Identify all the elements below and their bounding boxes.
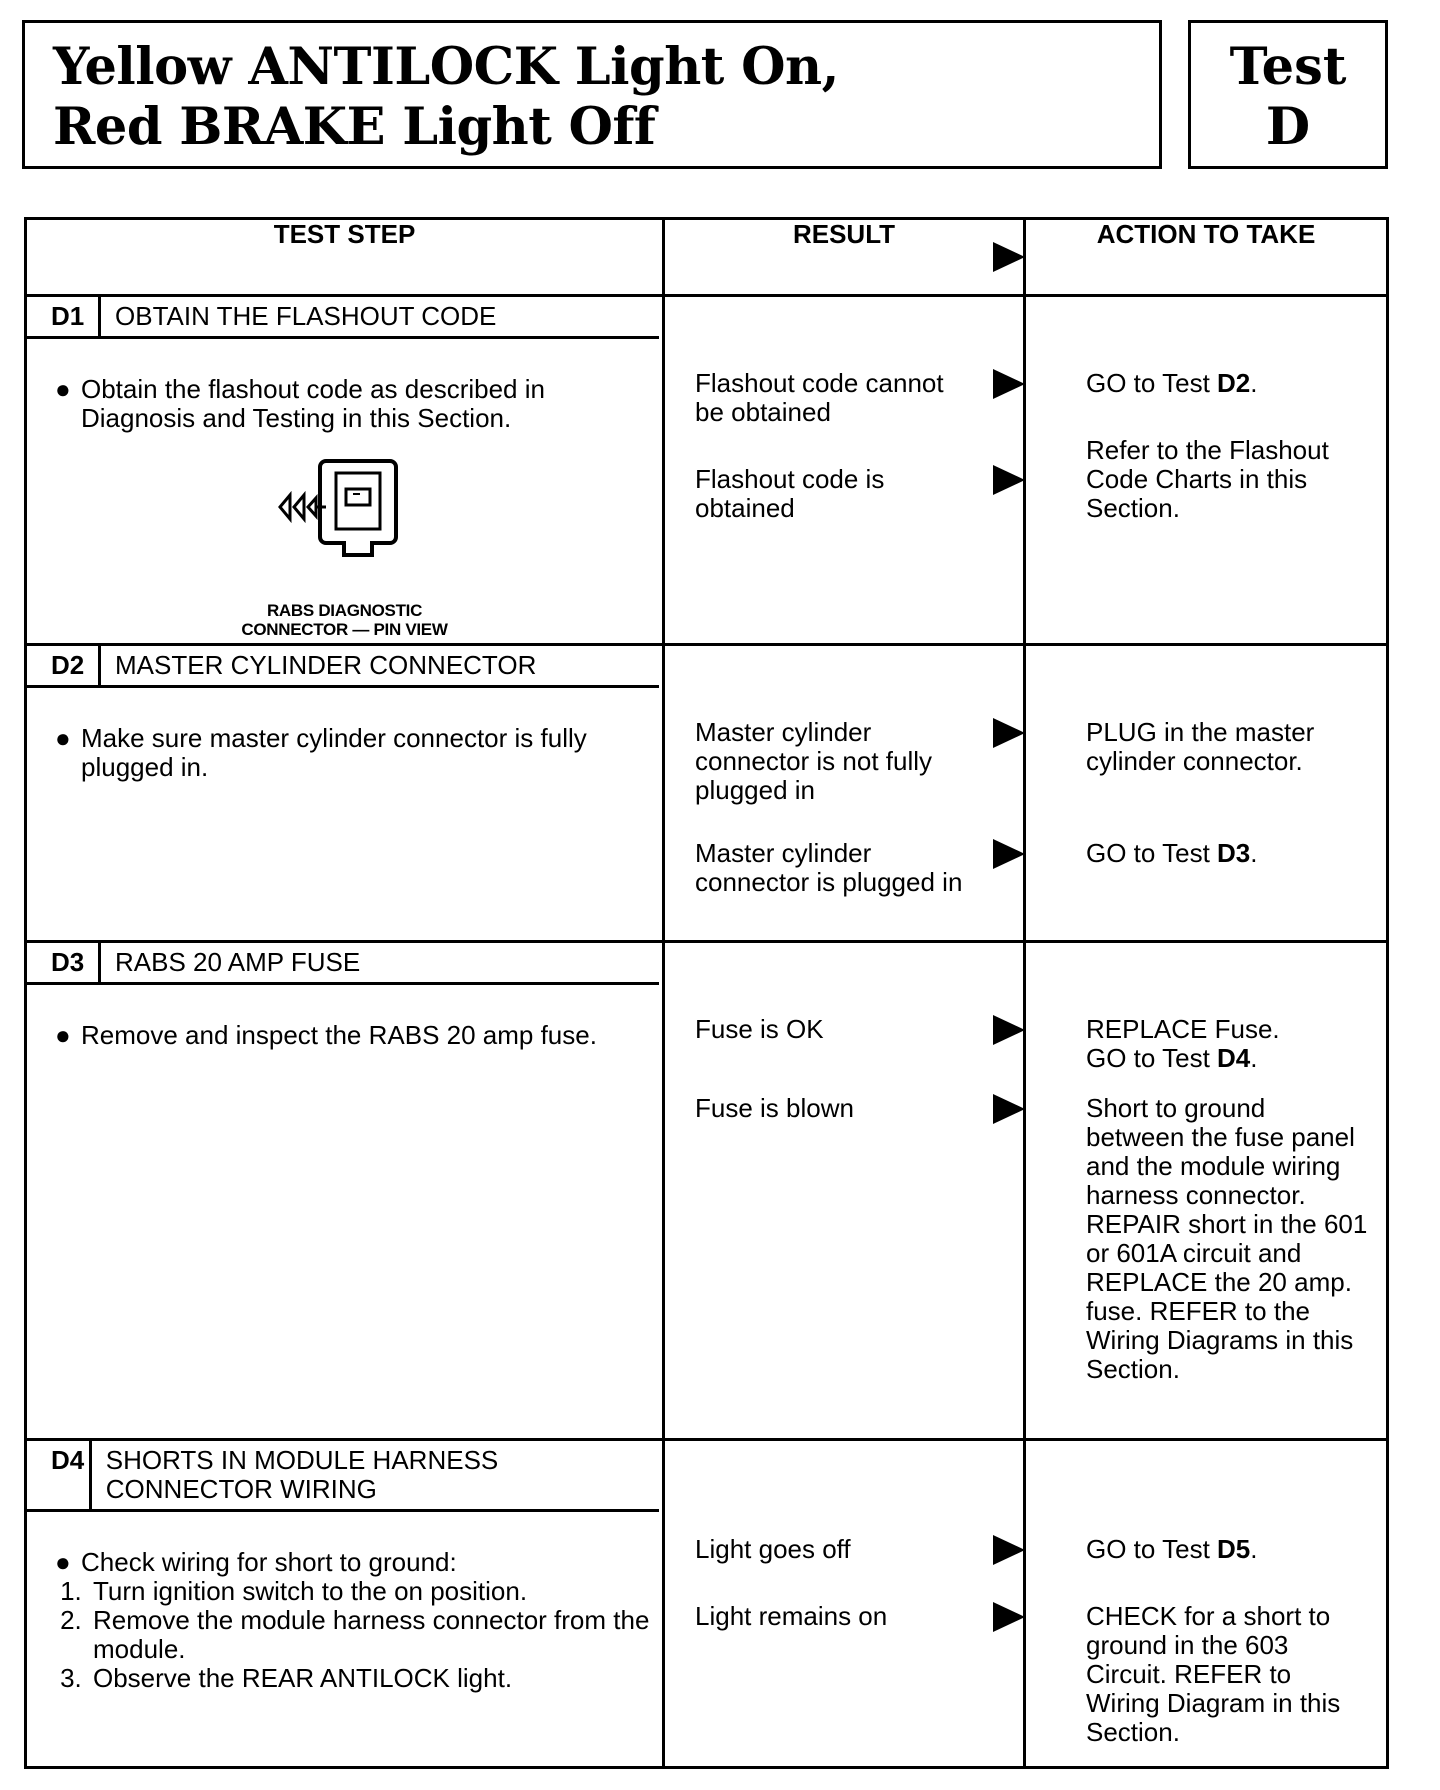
header-test-step: TEST STEP <box>26 219 664 296</box>
action-item: CHECK for a short to ground in the 603 Circuit. REFER to Wiring Diagram in this Section. <box>1086 1601 1341 1747</box>
arrow-right-icon <box>993 369 1025 399</box>
step-cell-d3 <box>26 942 664 1440</box>
table-row <box>26 645 1388 942</box>
step-heading <box>27 297 659 339</box>
step-heading <box>27 646 659 688</box>
bullet-icon: ● <box>55 723 71 753</box>
action-cell-d1 <box>1025 296 1388 645</box>
result-cell-d4 <box>664 1440 1025 1768</box>
step-title: MASTER CYLINDER CONNECTOR <box>115 650 537 680</box>
result-text: Fuse is blown <box>695 1093 854 1123</box>
bullet-icon: ● <box>55 1020 71 1050</box>
step-instruction <box>27 375 662 433</box>
step-title: OBTAIN THE FLASHOUT CODE <box>115 301 497 331</box>
arrow-right-icon <box>993 1535 1025 1565</box>
arrow-right-icon <box>993 1094 1025 1124</box>
step-cell-d1 <box>26 296 664 645</box>
action-item: REPLACE Fuse. GO to Test D4. <box>1086 1014 1280 1073</box>
diagnostic-connector-figure <box>27 457 662 573</box>
step-instruction <box>27 1021 662 1050</box>
step-id: D4 <box>27 1441 92 1509</box>
result-text: Light remains on <box>695 1601 888 1631</box>
result-item <box>665 718 1023 805</box>
table-row <box>26 296 1388 645</box>
step-heading <box>27 1441 659 1512</box>
result-item <box>665 465 1023 523</box>
result-text: Flashout code is obtained <box>695 464 885 523</box>
action-item: GO to Test D5. <box>1086 1534 1258 1564</box>
bullet-icon: ● <box>55 374 71 404</box>
test-label-box <box>1188 20 1388 169</box>
step-id: D3 <box>27 943 101 982</box>
result-text: Flashout code cannot be obtained <box>695 368 944 427</box>
bullet-icon: ● <box>55 1547 71 1577</box>
test-table <box>24 217 1389 1769</box>
result-cell-d3 <box>664 942 1025 1440</box>
result-cell-d1 <box>664 296 1025 645</box>
test-reference: D5 <box>1217 1534 1251 1564</box>
action-cell-d3 <box>1025 942 1388 1440</box>
caption-line-1: RABS DIAGNOSTIC <box>266 601 423 620</box>
step-title: SHORTS IN MODULE HARNESS CONNECTOR WIRING <box>105 1445 499 1504</box>
connector-pin-view-icon <box>260 457 430 567</box>
instruction-text: Obtain the flashout code as described in Diagnosis and Testing in this Section. <box>81 374 545 433</box>
instruction-text: Make sure master cylinder connector is fully plugged in. <box>81 723 587 782</box>
result-text: Light goes off <box>695 1534 851 1564</box>
figure-caption <box>27 601 662 639</box>
step-cell-d4 <box>26 1440 664 1768</box>
result-text: Master cylinder connector is not fully plugged in <box>695 717 933 805</box>
header-action: ACTION TO TAKE <box>1025 219 1388 296</box>
test-reference: D3 <box>1217 838 1251 868</box>
action-item: PLUG in the master cylinder connector. <box>1086 717 1315 776</box>
step-cell-d2 <box>26 645 664 942</box>
list-item: 1. Turn ignition switch to the on position. <box>89 1577 662 1606</box>
result-item <box>665 1094 1023 1123</box>
test-letter: D <box>1265 97 1311 157</box>
title-line-1: Yellow ANTILOCK Light On, <box>53 37 839 97</box>
step-heading <box>27 943 659 985</box>
arrow-right-icon <box>993 242 1025 272</box>
list-item: 3. Observe the REAR ANTILOCK light. <box>89 1664 662 1693</box>
arrow-right-icon <box>993 1602 1025 1632</box>
result-text: Master cylinder connector is plugged in <box>695 838 963 897</box>
list-item: 2. Remove the module harness connector from the module. <box>89 1606 662 1664</box>
action-cell-d4 <box>1025 1440 1388 1768</box>
arrow-right-icon <box>993 839 1025 869</box>
test-reference: D2 <box>1217 368 1251 398</box>
instruction-text: Remove and inspect the RABS 20 amp fuse. <box>81 1020 597 1050</box>
substep-list <box>27 1577 662 1693</box>
action-item: Short to ground between the fuse panel and the module wiring harness connector. REPAIR short in the 601 or 601A circuit and REPLACE the 20 amp. fuse. REFER to the Wiring Diagrams in this Section. <box>1086 1093 1368 1384</box>
result-item <box>665 1535 1023 1564</box>
table-header-row <box>26 219 1388 296</box>
title-line-2: Red BRAKE Light Off <box>53 97 656 157</box>
arrow-right-icon <box>993 718 1025 748</box>
table-row <box>26 942 1388 1440</box>
arrow-right-icon <box>993 465 1025 495</box>
header-result <box>664 219 1025 296</box>
step-title: RABS 20 AMP FUSE <box>115 947 361 977</box>
caption-line-2: CONNECTOR — PIN VIEW <box>241 620 448 639</box>
action-item: GO to Test D2. <box>1086 368 1258 398</box>
test-label: Test <box>1229 37 1347 97</box>
instruction-text: Check wiring for short to ground: <box>81 1547 457 1577</box>
result-text: Fuse is OK <box>695 1014 824 1044</box>
result-item <box>665 839 1023 897</box>
header-result-label: RESULT <box>792 219 896 249</box>
test-reference: D4 <box>1217 1043 1251 1073</box>
result-cell-d2 <box>664 645 1025 942</box>
step-id: D2 <box>27 646 101 685</box>
action-item: Refer to the Flashout Code Charts in this Section. <box>1086 435 1329 523</box>
result-item <box>665 1015 1023 1044</box>
result-item <box>665 369 1023 427</box>
page-title <box>22 20 1162 169</box>
step-instruction <box>27 1548 662 1577</box>
arrow-right-icon <box>993 1015 1025 1045</box>
table-row <box>26 1440 1388 1768</box>
step-id: D1 <box>27 297 101 336</box>
result-item <box>665 1602 1023 1631</box>
step-instruction <box>27 724 662 782</box>
action-cell-d2 <box>1025 645 1388 942</box>
action-item: GO to Test D3. <box>1086 838 1258 868</box>
